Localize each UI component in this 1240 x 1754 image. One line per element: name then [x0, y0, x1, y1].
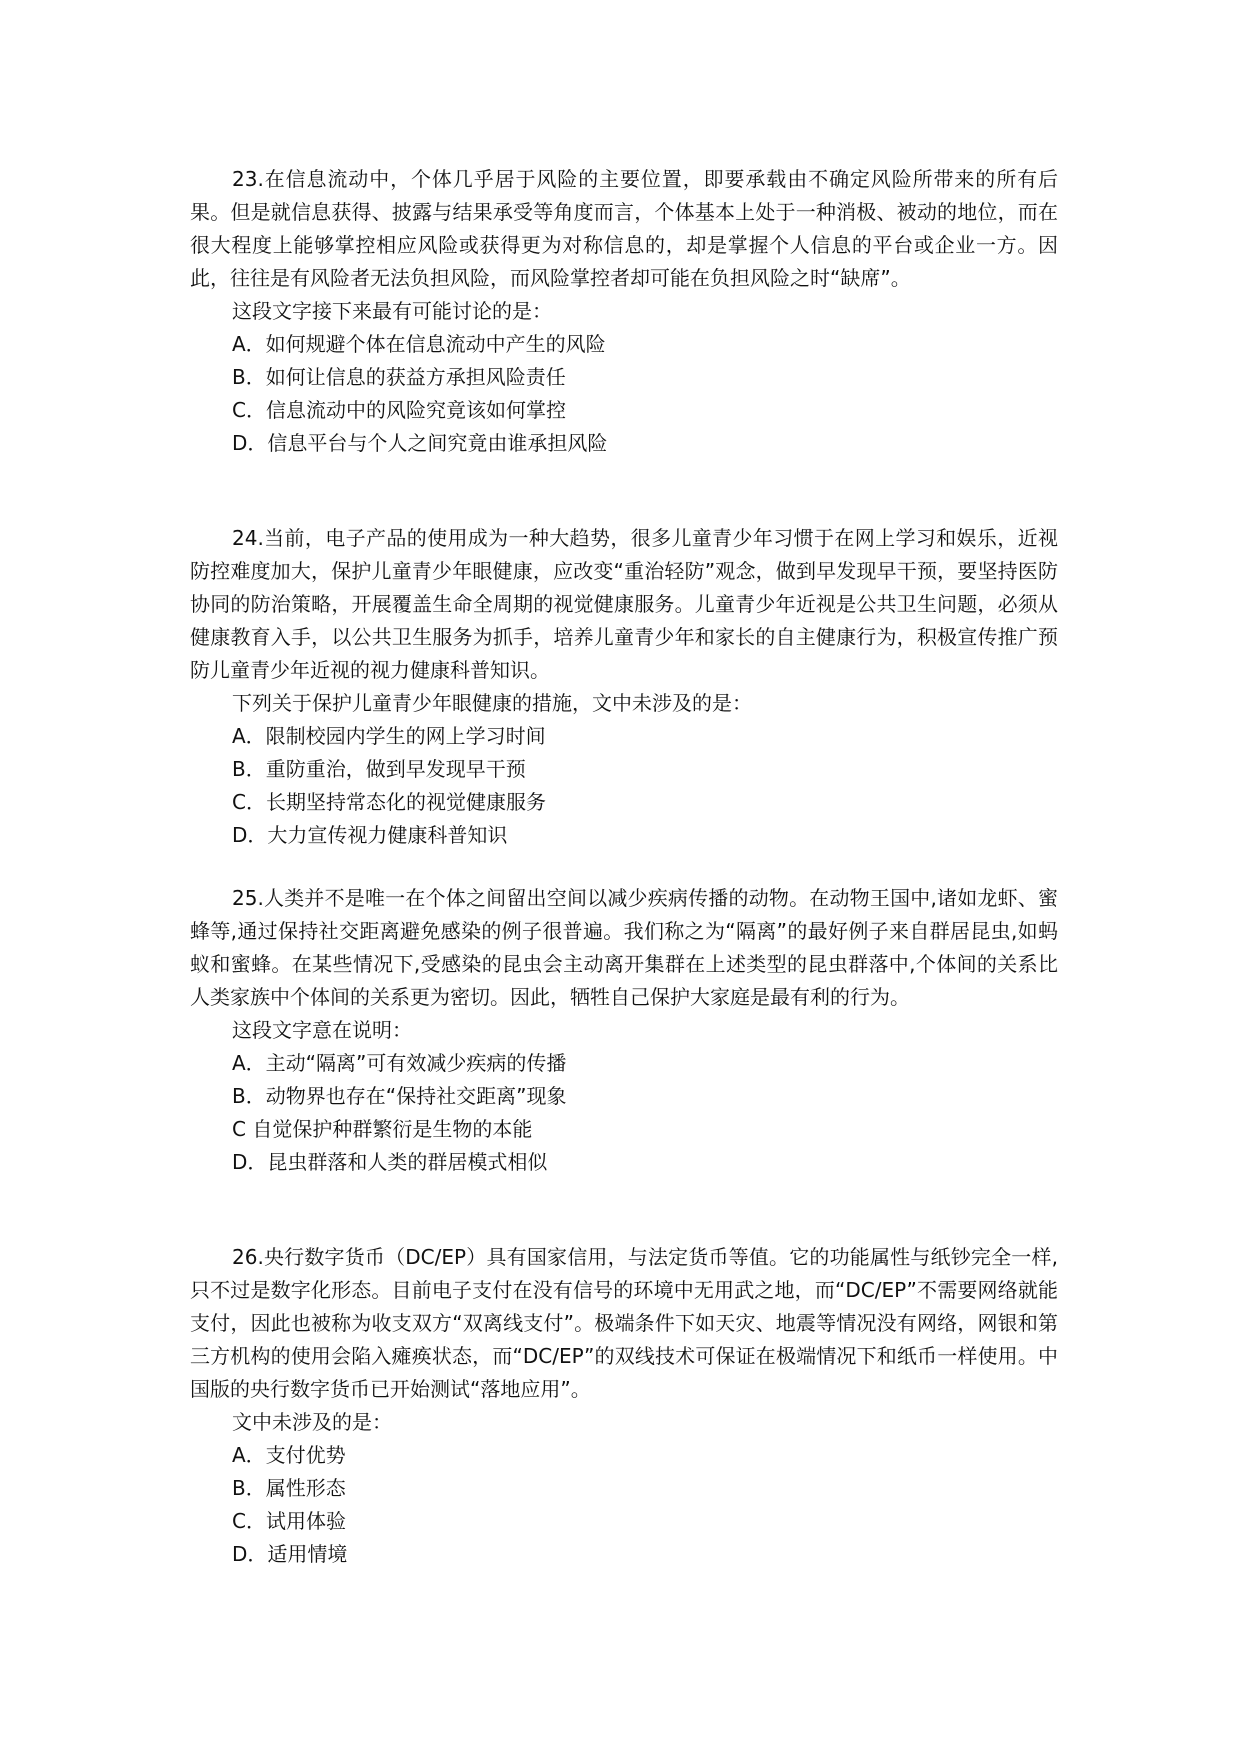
question-25	[190, 882, 1058, 1179]
option-a: A．如何规避个体在信息流动中产生的风险	[232, 332, 606, 356]
question-26	[190, 1241, 1058, 1571]
option-d: D．昆虫群落和人类的群居模式相似	[232, 1150, 548, 1174]
option-c: C．长期坚持常态化的视觉健康服务	[232, 790, 546, 814]
option-a: A．主动“隔离”可有效减少疾病的传播	[232, 1051, 567, 1075]
question-prompt: 文中未涉及的是：	[232, 1410, 392, 1434]
option-list	[190, 1439, 1058, 1571]
option-d: D．大力宣传视力健康科普知识	[232, 823, 508, 847]
question-prompt: 下列关于保护儿童青少年眼健康的措施，文中未涉及的是：	[232, 691, 752, 715]
option-d: D．信息平台与个人之间究竟由谁承担风险	[232, 431, 608, 455]
question-stem: 23.在信息流动中，个体几乎居于风险的主要位置，即要承载由不确定风险所带来的所有后果。但是就信息获得、披露与结果承受等角度而言，个体基本上处于一种消极、被动的地位，而在很大程度上能够掌控相应风险或获得更为对称信息的，却是掌握个人信息的平台或企业一方。因此，往往是有风险者无法负担风险，而风险掌控者却可能在负担风险之时“缺席”。	[190, 167, 1058, 290]
option-b: B．动物界也存在“保持社交距离”现象	[232, 1084, 567, 1108]
option-b: B．重防重治，做到早发现早干预	[232, 757, 526, 781]
option-list	[190, 1047, 1058, 1179]
option-list	[190, 720, 1058, 852]
question-stem: 24.当前，电子产品的使用成为一种大趋势，很多儿童青少年习惯于在网上学习和娱乐，近视防控难度加大，保护儿童青少年眼健康，应改变“重治轻防”观念，做到早发现早干预，要坚持医防协同的防治策略，开展覆盖生命全周期的视觉健康服务。儿童青少年近视是公共卫生问题，必须从健康教育入手，以公共卫生服务为抓手，培养儿童青少年和家长的自主健康行为，积极宣传推广预防儿童青少年近视的视力健康科普知识。	[190, 526, 1058, 682]
question-stem: 25.人类并不是唯一在个体之间留出空间以减少疾病传播的动物。在动物王国中,诸如龙虾、蜜蜂等,通过保持社交距离避免感染的例子很普遍。我们称之为“隔离”的最好例子来自群居昆虫,如蚂蚁和蜜蜂。在某些情况下,受感染的昆虫会主动离开集群在上述类型的昆虫群落中,个体间的关系比人类家族中个体间的关系更为密切。因此，牺牲自己保护大家庭是最有利的行为。	[190, 886, 1058, 1009]
option-a: A．限制校园内学生的网上学习时间	[232, 724, 546, 748]
option-c: C 自觉保护种群繁衍是生物的本能	[232, 1117, 533, 1141]
question-24	[190, 522, 1058, 852]
option-a: A．支付优势	[232, 1443, 346, 1467]
question-23	[190, 163, 1058, 460]
option-c: C．试用体验	[232, 1509, 346, 1533]
question-stem: 26.央行数字货币（DC/EP）具有国家信用，与法定货币等值。它的功能属性与纸钞完全一样,只不过是数字化形态。目前电子支付在没有信号的环境中无用武之地，而“DC/EP”不需要网络就能支付，因此也被称为收支双方“双离线支付”。极端条件下如天灾、地震等情况没有网络，网银和第三方机构的使用会陷入瘫痪状态，而“DC/EP”的双线技术可保证在极端情况下和纸币一样使用。中国版的央行数字货币已开始测试“落地应用”。	[190, 1245, 1058, 1401]
option-d: D．适用情境	[232, 1542, 348, 1566]
option-c: C．信息流动中的风险究竟该如何掌控	[232, 398, 566, 422]
option-b: B．属性形态	[232, 1476, 346, 1500]
option-list	[190, 328, 1058, 460]
question-prompt: 这段文字接下来最有可能讨论的是：	[232, 299, 552, 323]
question-prompt: 这段文字意在说明：	[232, 1018, 412, 1042]
option-b: B．如何让信息的获益方承担风险责任	[232, 365, 566, 389]
